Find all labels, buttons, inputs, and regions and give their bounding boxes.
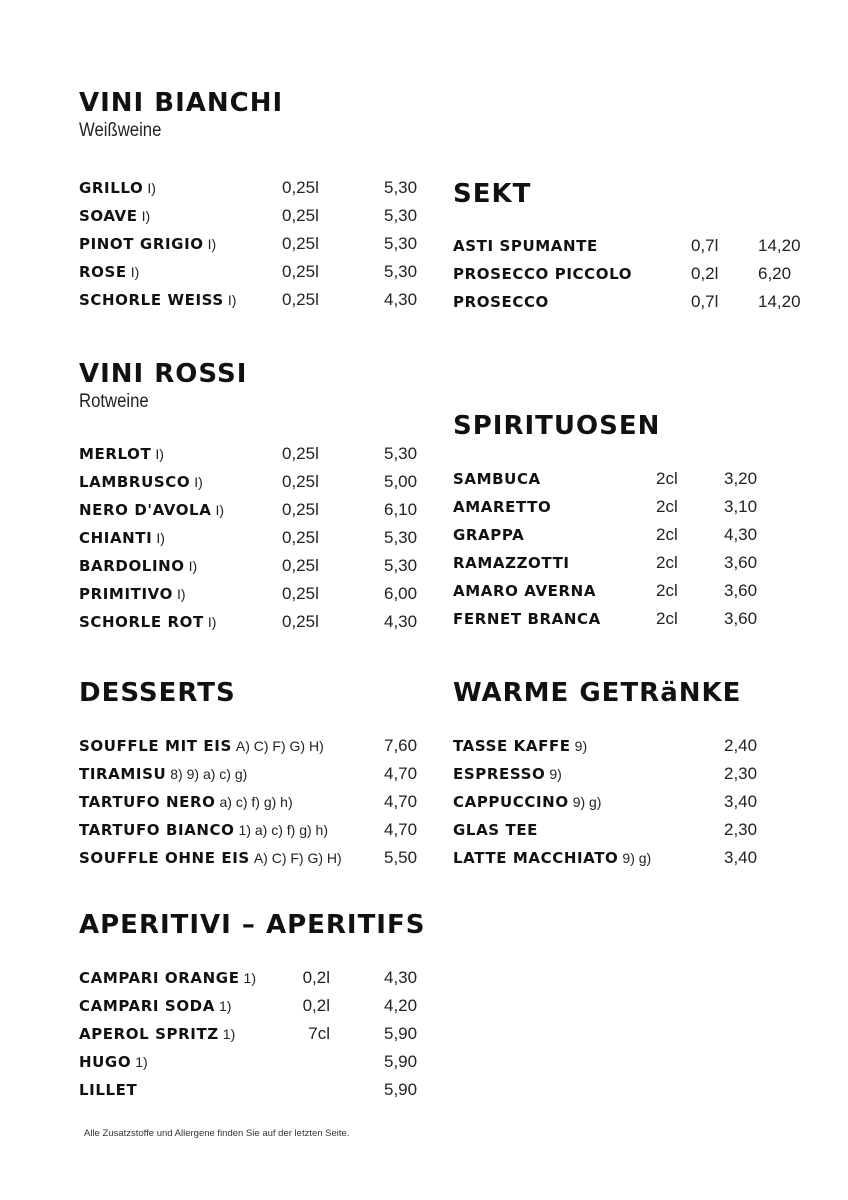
allergen-codes: A) C) F) G) H) (235, 738, 324, 754)
allergen-codes: I) (207, 236, 217, 252)
menu-item-name: RAMAZZOTTI (453, 554, 570, 572)
menu-item-price: 5,30 (384, 444, 418, 463)
menu-item-name: SOAVE I) (79, 207, 151, 225)
menu-item-name: ESPRESSO 9) (453, 765, 562, 783)
menu-item-volume: 2cl (656, 469, 678, 488)
menu-item-volume: 2cl (656, 553, 678, 572)
menu-item-price: 5,30 (384, 528, 418, 547)
menu-item-price: 5,90 (384, 1080, 418, 1099)
allergen-codes: I) (176, 586, 186, 602)
menu-item-volume: 0,25l (282, 444, 319, 463)
section-title: SEKT (453, 179, 532, 209)
allergen-codes: 8) 9) a) c) g) (170, 766, 248, 782)
allergen-codes: I) (156, 530, 165, 546)
menu-item-price: 7,60 (384, 736, 418, 755)
menu-item-price: 5,90 (384, 1024, 418, 1043)
menu-item-price: 4,70 (384, 792, 418, 811)
menu-item-price: 3,60 (724, 581, 758, 600)
menu-item-name: TASSE KAFFE 9) (453, 737, 588, 755)
section-title: DESSERTS (79, 678, 236, 708)
menu-item-volume: 2cl (656, 497, 678, 516)
section-title: SPIRITUOSEN (453, 411, 661, 441)
section-title: WARME GETRäNKE (453, 678, 742, 708)
menu-item-price: 6,20 (758, 264, 792, 283)
menu-item-volume: 0,25l (282, 262, 319, 281)
allergen-codes: I) (147, 180, 156, 196)
menu-item-name: FERNET BRANCA (453, 610, 601, 628)
menu-item-price: 4,70 (384, 820, 418, 839)
menu-item-price: 5,30 (384, 262, 418, 281)
allergen-codes: 9) (549, 766, 562, 782)
menu-item-price: 5,50 (384, 848, 418, 867)
menu-item-name: TIRAMISU 8) 9) a) c) g) (79, 765, 248, 783)
allergen-codes: I) (194, 474, 203, 490)
menu-item-price: 3,40 (724, 792, 758, 811)
menu-item-name: CAMPARI ORANGE 1) (79, 969, 256, 987)
menu-item-name: BARDOLINO I) (79, 557, 198, 575)
allergen-codes: 1) (243, 970, 256, 986)
menu-item-price: 5,00 (384, 472, 418, 491)
menu-item-name: PROSECCO PICCOLO (453, 265, 633, 283)
allergen-codes: 1) a) c) f) g) h) (238, 822, 328, 838)
menu-item-name: SAMBUCA (453, 470, 541, 488)
menu-item-volume: 0,25l (282, 234, 319, 253)
menu-item-name: SOUFFLE MIT EIS A) C) F) G) H) (79, 737, 324, 755)
menu-item-name: CHIANTI I) (79, 529, 165, 547)
allergen-codes: 1) (135, 1054, 148, 1070)
menu-item-name: CAMPARI SODA 1) (79, 997, 232, 1015)
section-subtitle: Weißweine (79, 120, 162, 141)
menu-item-volume: 2cl (656, 581, 678, 600)
menu-item-volume: 0,25l (282, 500, 319, 519)
menu-item-price: 4,30 (384, 968, 418, 987)
menu-item-name: LATTE MACCHIATO 9) g) (453, 849, 652, 867)
menu-item-volume: 0,25l (282, 178, 319, 197)
menu-item-volume: 0,25l (282, 290, 319, 309)
menu-item-name: TARTUFO BIANCO 1) a) c) f) g) h) (79, 821, 328, 839)
allergen-codes: 1) (222, 1026, 236, 1042)
allergen-codes: I) (227, 292, 237, 308)
menu-item-name: ROSE I) (79, 263, 140, 281)
menu-item-name: GLAS TEE (453, 821, 539, 839)
menu-item-price: 5,30 (384, 206, 418, 225)
menu-item-name: PRIMITIVO I) (79, 585, 186, 603)
section-subtitle: Rotweine (79, 391, 149, 412)
menu-item-volume: 0,2l (302, 968, 330, 987)
allergen-codes: A) C) F) G) H) (253, 850, 342, 866)
menu-item-price: 14,20 (758, 292, 801, 311)
menu-item-volume: 0,25l (282, 472, 319, 491)
menu-item-price: 5,90 (384, 1052, 418, 1071)
menu-item-name: GRAPPA (453, 526, 525, 544)
menu-item-price: 4,30 (384, 612, 418, 631)
allergen-codes: I) (155, 446, 164, 462)
menu-item-price: 14,20 (758, 236, 801, 255)
allergen-footnote: Alle Zusatzstoffe und Allergene finden Sie auf der letzten Seite. (84, 1128, 350, 1139)
menu-item-price: 2,30 (724, 764, 758, 783)
menu-item-price: 2,40 (724, 736, 758, 755)
menu-item-name: AMARO AVERNA (453, 582, 597, 600)
menu-item-price: 4,20 (384, 996, 418, 1015)
menu-item-name: TARTUFO NERO a) c) f) g) h) (79, 793, 293, 811)
menu-item-volume: 0,7l (691, 292, 719, 311)
menu-item-name: ASTI SPUMANTE (453, 237, 598, 255)
menu-item-volume: 0,25l (282, 206, 319, 225)
menu-item-price: 3,20 (724, 469, 758, 488)
menu-item-volume: 2cl (656, 525, 678, 544)
menu-item-price: 3,60 (724, 609, 758, 628)
menu-item-name: LAMBRUSCO I) (79, 473, 203, 491)
menu-item-price: 5,30 (384, 234, 418, 253)
menu-item-price: 3,60 (724, 553, 758, 572)
menu-item-price: 5,30 (384, 178, 418, 197)
menu-item-name: PROSECCO (453, 293, 549, 311)
menu-item-name: MERLOT I) (79, 445, 164, 463)
menu-item-name: APEROL SPRITZ 1) (79, 1025, 236, 1043)
section-title: APERITIVI – APERITIFS (79, 910, 426, 940)
allergen-codes: I) (215, 502, 224, 518)
menu-item-volume: 0,2l (691, 264, 719, 283)
allergen-codes: a) c) f) g) h) (219, 794, 293, 810)
menu-item-volume: 7cl (308, 1024, 330, 1043)
menu-item-price: 4,30 (724, 525, 758, 544)
menu-item-volume: 2cl (656, 609, 678, 628)
allergen-codes: I) (188, 558, 198, 574)
menu-item-name: CAPPUCCINO 9) g) (453, 793, 602, 811)
menu-item-name: LILLET (79, 1081, 138, 1099)
menu-item-name: HUGO 1) (79, 1053, 148, 1071)
menu-item-price: 3,10 (724, 497, 758, 516)
allergen-codes: 9) (574, 738, 588, 754)
menu-item-name: PINOT GRIGIO I) (79, 235, 217, 253)
menu-item-name: NERO D'AVOLA I) (79, 501, 224, 519)
allergen-codes: I) (130, 264, 140, 280)
allergen-codes: I) (207, 614, 217, 630)
menu-item-price: 4,30 (384, 290, 418, 309)
menu-item-price: 4,70 (384, 764, 418, 783)
allergen-codes: 1) (218, 998, 232, 1014)
menu-item-volume: 0,7l (691, 236, 719, 255)
allergen-codes: 9) g) (622, 850, 652, 866)
menu-item-price: 2,30 (724, 820, 758, 839)
menu-item-name: SCHORLE ROT I) (79, 613, 217, 631)
menu-item-volume: 0,25l (282, 556, 319, 575)
menu-item-volume: 0,2l (302, 996, 330, 1015)
menu-item-price: 6,00 (384, 584, 418, 603)
allergen-codes: 9) g) (572, 794, 602, 810)
menu-item-volume: 0,25l (282, 612, 319, 631)
menu-item-name: SOUFFLE OHNE EIS A) C) F) G) H) (79, 849, 342, 867)
menu-item-name: GRILLO I) (79, 179, 156, 197)
menu-item-price: 5,30 (384, 556, 418, 575)
menu-item-price: 3,40 (724, 848, 758, 867)
menu-item-name: AMARETTO (453, 498, 552, 516)
section-title: VINI ROSSI (79, 359, 248, 389)
allergen-codes: I) (141, 208, 151, 224)
section-title: VINI BIANCHI (79, 88, 284, 118)
menu-item-price: 6,10 (384, 500, 418, 519)
menu-item-volume: 0,25l (282, 528, 319, 547)
menu-item-name: SCHORLE WEISS I) (79, 291, 237, 309)
menu-item-volume: 0,25l (282, 584, 319, 603)
